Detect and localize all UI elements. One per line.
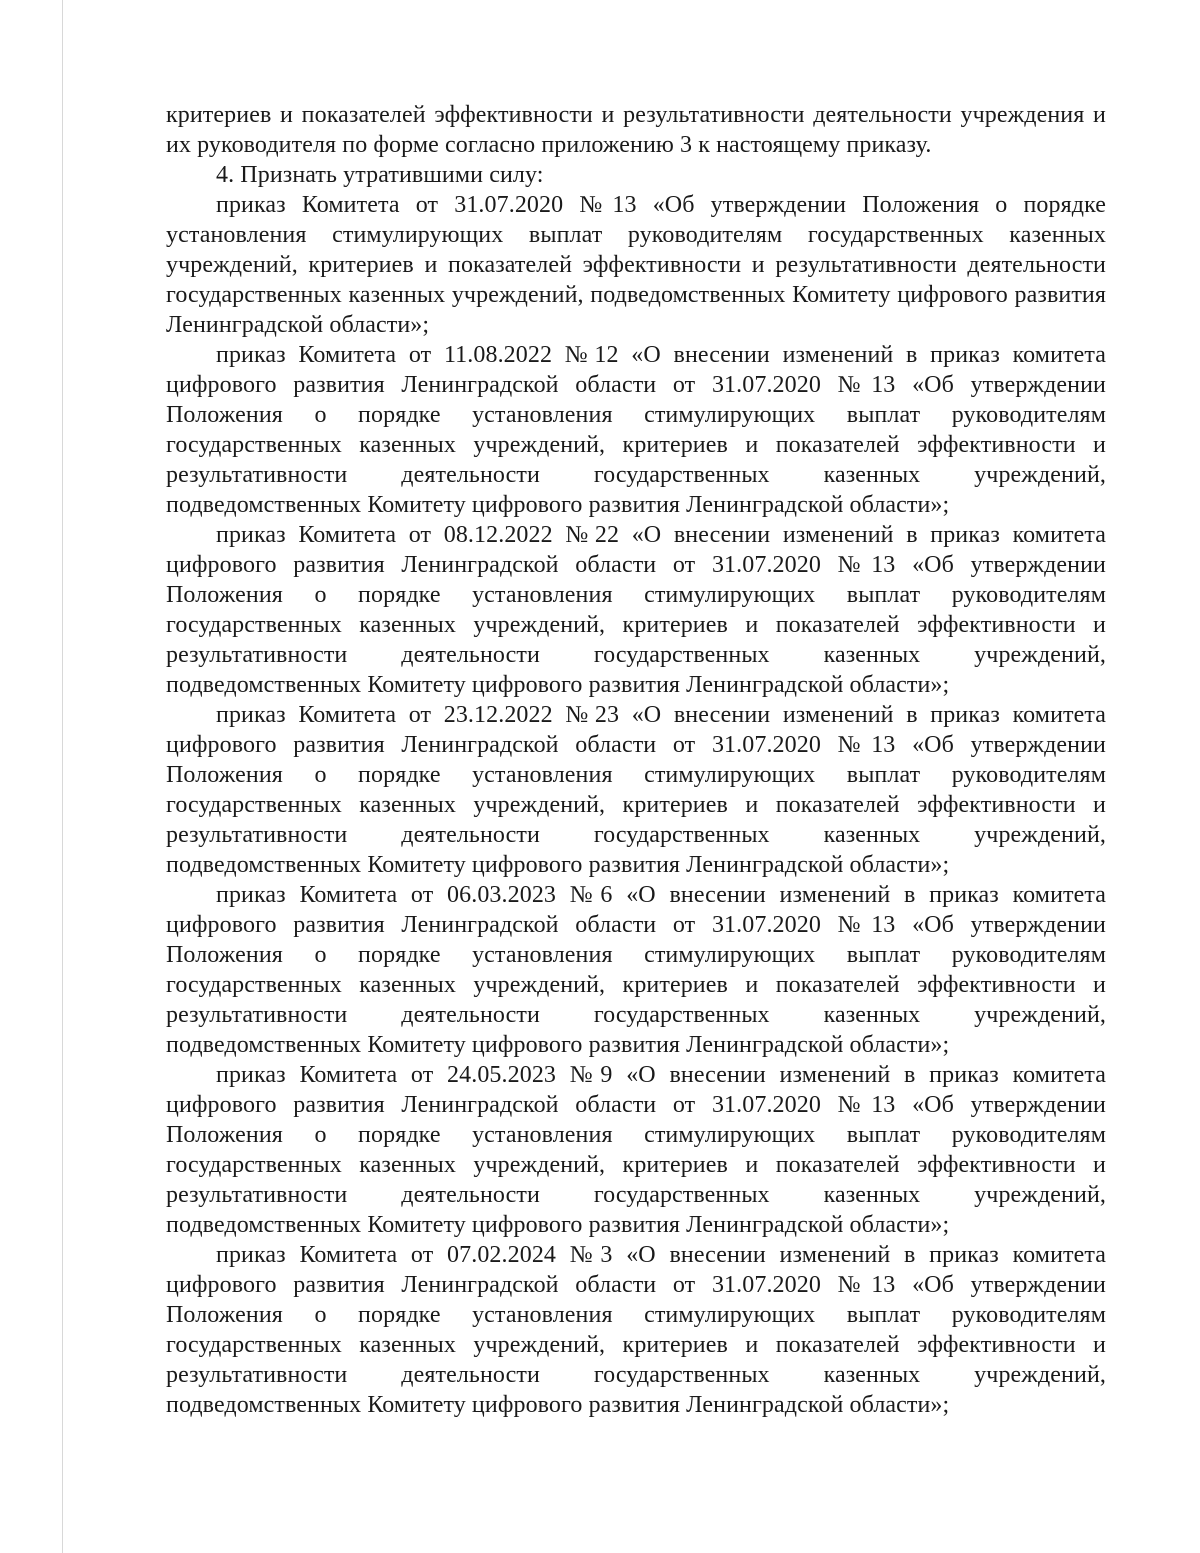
repealed-order-paragraph: приказ Комитета от 23.12.2022 №23 «О внесении изменений в приказ комитета цифрового развития Ленинградской области от 31.07.2020 №13 «Об утверждении Положения о порядке установления стимулирующих выплат руководителям государственных казенных учреждений, критериев и показателей эффективности и результативности деятельности государственных казенных учреждений, подведомственных Комитету цифрового развития Ленинградской области»; [166,702,1106,878]
document-body [166,100,1106,1420]
repealed-order-paragraph: приказ Комитета от 06.03.2023 №6 «О внесении изменений в приказ комитета цифрового развития Ленинградской области от 31.07.2020 №13 «Об утверждении Положения о порядке установления стимулирующих выплат руководителям государственных казенных учреждений, критериев и показателей эффективности и результативности деятельности государственных казенных учреждений, подведомственных Комитету цифрового развития Ленинградской области»; [166,882,1106,1058]
repealed-order-paragraph: приказ Комитета от 11.08.2022 №12 «О внесении изменений в приказ комитета цифрового развития Ленинградской области от 31.07.2020 №13 «Об утверждении Положения о порядке установления стимулирующих выплат руководителям государственных казенных учреждений, критериев и показателей эффективности и результативности деятельности государственных казенных учреждений, подведомственных Комитету цифрового развития Ленинградской области»; [166,342,1106,518]
intro-continuation-paragraph: критериев и показателей эффективности и результативности деятельности учреждения и их руководителя по форме согласно приложению 3 к настоящему приказу. [166,102,1106,158]
item-4-heading: 4. Признать утратившими силу: [216,162,544,188]
repealed-order-paragraph: приказ Комитета от 31.07.2020 №13 «Об утверждении Положения о порядке установления стимулирующих выплат руководителям государственных казенных учреждений, критериев и показателей эффективности и результативности деятельности государственных казенных учреждений, подведомственных Комитету цифрового развития Ленинградской области»; [166,192,1106,338]
repealed-order-paragraph: приказ Комитета от 24.05.2023 №9 «О внесении изменений в приказ комитета цифрового развития Ленинградской области от 31.07.2020 №13 «Об утверждении Положения о порядке установления стимулирующих выплат руководителям государственных казенных учреждений, критериев и показателей эффективности и результативности деятельности государственных казенных учреждений, подведомственных Комитету цифрового развития Ленинградской области»; [166,1062,1106,1238]
scan-edge-line [62,0,63,1553]
repealed-order-paragraph: приказ Комитета от 08.12.2022 №22 «О внесении изменений в приказ комитета цифрового развития Ленинградской области от 31.07.2020 №13 «Об утверждении Положения о порядке установления стимулирующих выплат руководителям государственных казенных учреждений, критериев и показателей эффективности и результативности деятельности государственных казенных учреждений, подведомственных Комитету цифрового развития Ленинградской области»; [166,522,1106,698]
repealed-order-paragraph: приказ Комитета от 07.02.2024 №3 «О внесении изменений в приказ комитета цифрового развития Ленинградской области от 31.07.2020 №13 «Об утверждении Положения о порядке установления стимулирующих выплат руководителям государственных казенных учреждений, критериев и показателей эффективности и результативности деятельности государственных казенных учреждений, подведомственных Комитету цифрового развития Ленинградской области»; [166,1242,1106,1418]
